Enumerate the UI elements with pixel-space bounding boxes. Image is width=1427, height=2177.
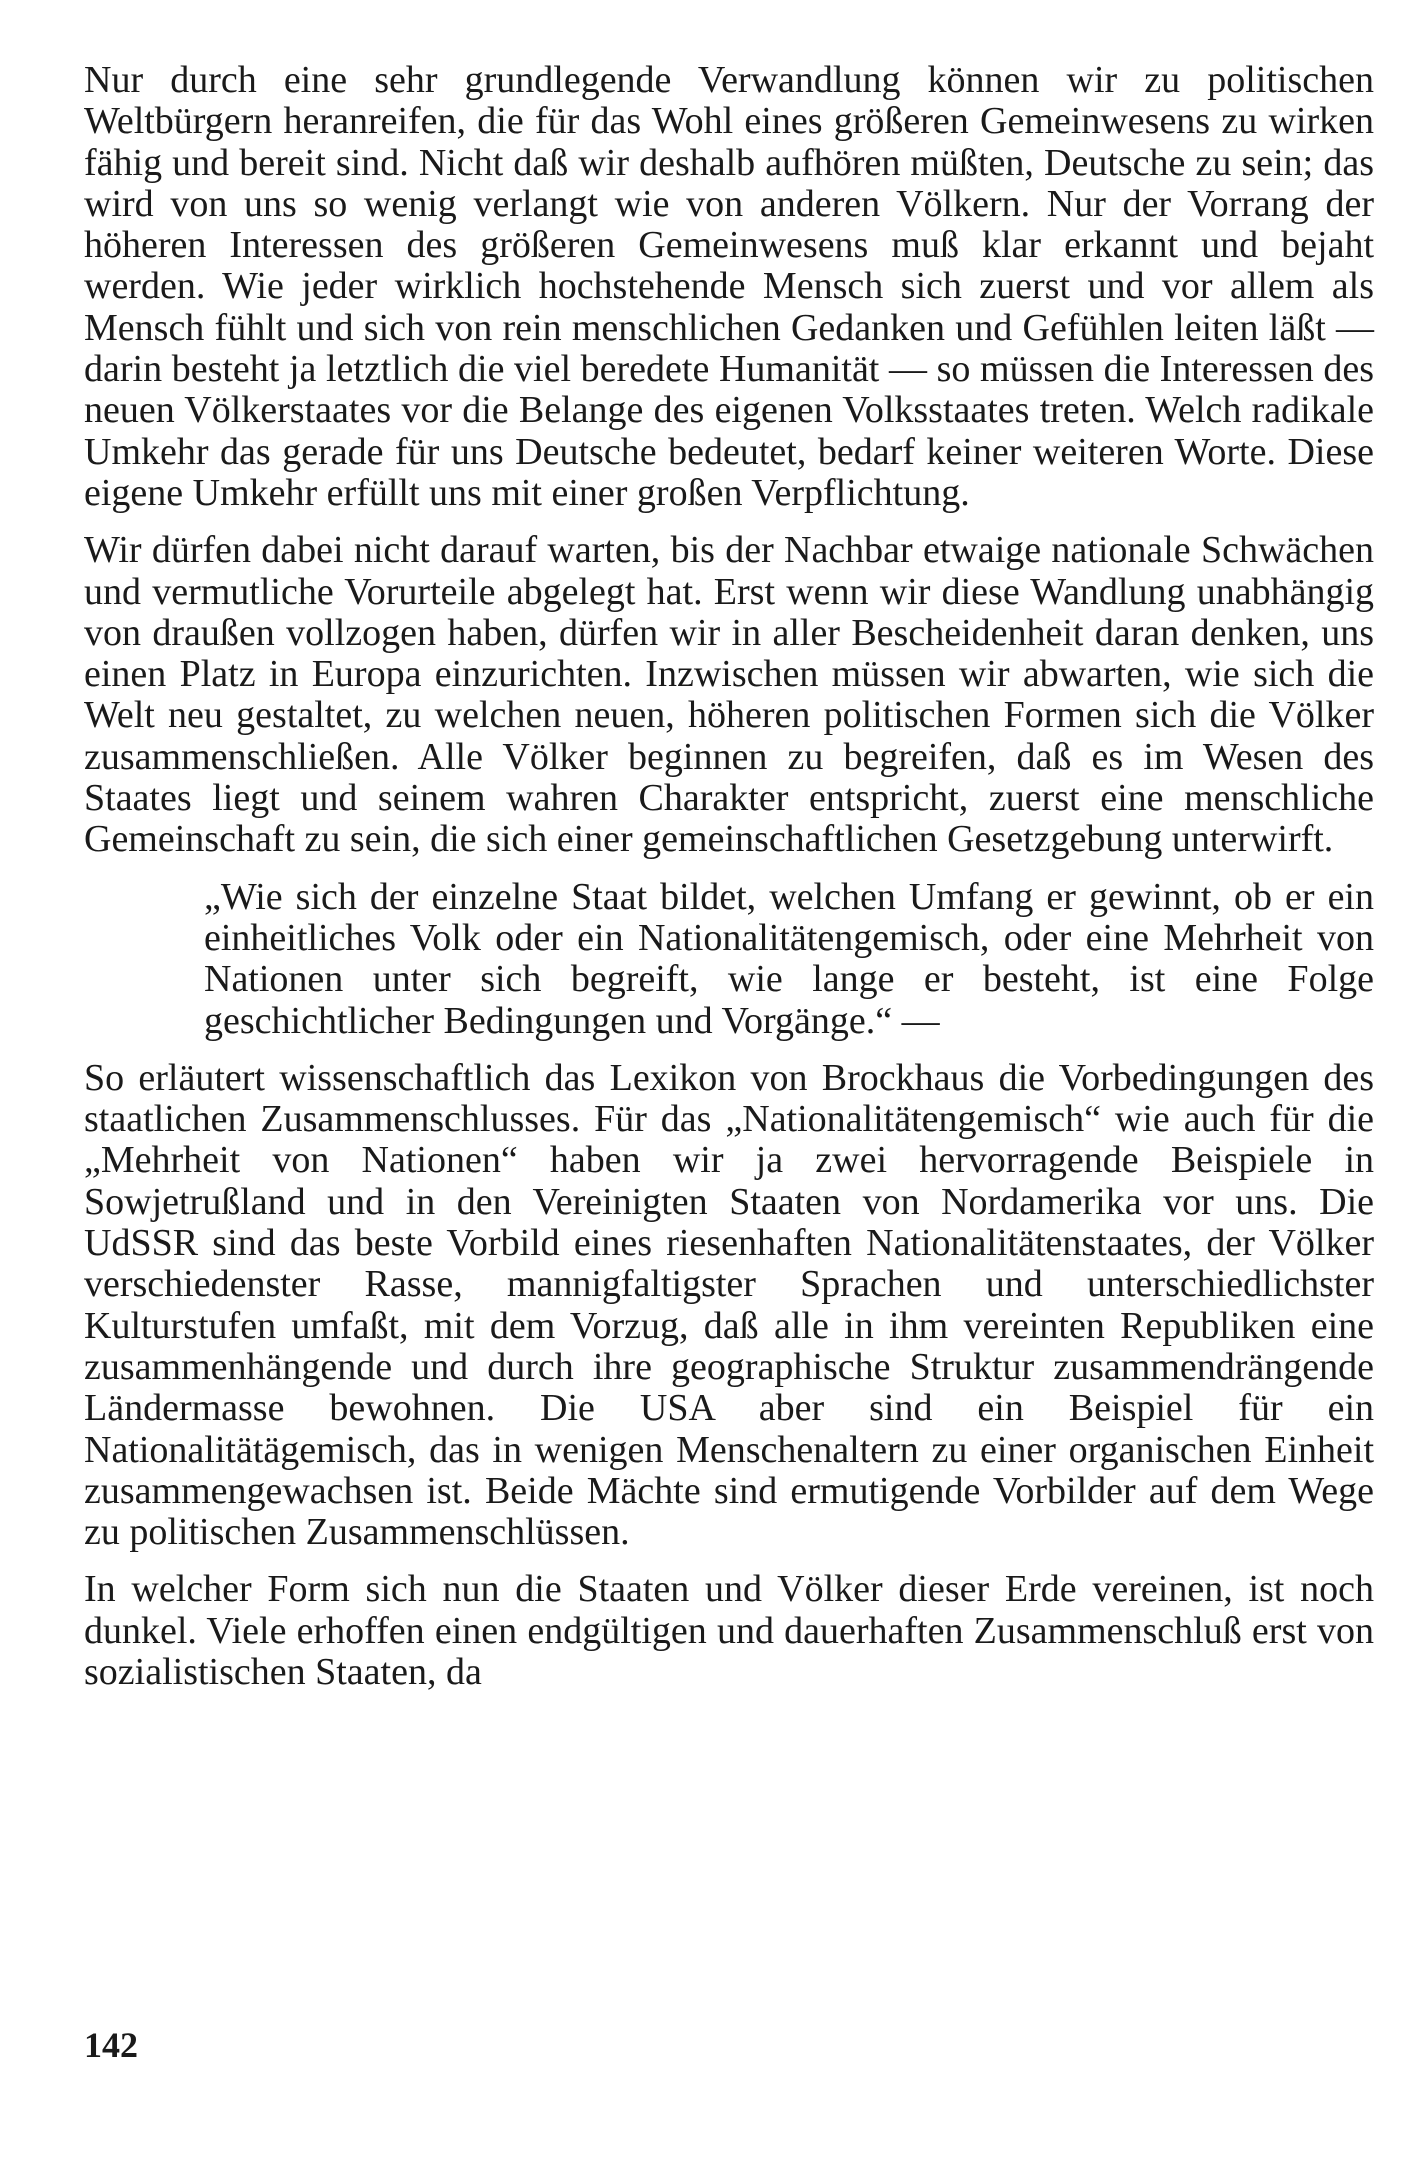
paragraph-1: Nur durch eine sehr grundlegende Verwandlung können wir zu politischen Weltbürgern heranreifen, die für das Wohl eines größeren Gemeinwesens zu wirken fähig und bereit sind. Nicht daß wir deshalb aufhören müßten, Deutsche zu sein; das wird von uns so wenig verlangt wie von anderen Völkern. Nur der Vorrang der höheren Interessen des größeren Gemeinwesens muß klar erkannt und bejaht werden. Wie jeder wirklich hochstehende Mensch sich zuerst und vor allem als Mensch fühlt und sich von rein menschlichen Gedanken und Gefühlen leiten läßt — darin besteht ja letztlich die viel beredete Humanität — so müssen die Interessen des neuen Völkerstaates vor die Belange des eigenen Volksstaates treten. Welch radikale Umkehr das gerade für uns Deutsche bedeutet, bedarf keiner weiteren Worte. Diese eigene Umkehr erfüllt uns mit einer großen Verpflichtung. xyxy=(84,59,1374,514)
paragraph-3: So erläutert wissenschaftlich das Lexikon von Brockhaus die Vorbedingungen des staatlichen Zusammenschlusses. Für das „Nationalitätengemisch“ wie auch für die „Mehrheit von Nationen“ haben wir ja zwei hervorragende Beispiele in Sowjetrußland und in den Vereinigten Staaten von Nordamerika vor uns. Die UdSSR sind das beste Vorbild eines riesenhaften Nationalitätenstaates, der Völker verschiedenster Rasse, mannigfaltigster Sprachen und unterschiedlichster Kulturstufen umfaßt, mit dem Vorzug, daß alle in ihm vereinten Republiken eine zusammenhängende und durch ihre geographische Struktur zusammendrängende Ländermasse bewohnen. Die USA aber sind ein Beispiel für ein Nationalitätägemisch, das in wenigen Menschenaltern zu einer organischen Einheit zusammengewachsen ist. Beide Mächte sind ermutigende Vorbilder auf dem Wege zu politischen Zusammenschlüssen. xyxy=(84,1056,1374,1554)
page-number: 142 xyxy=(84,2025,138,2065)
block-quote: „Wie sich der einzelne Staat bildet, welchen Umfang er gewinnt, ob er ein einheitliches Volk oder ein Nationalitätengemisch, oder eine Mehrheit von Nationen unter sich begreift, wie lange er besteht, ist eine Folge geschichtlicher Bedingungen und Vorgänge.“ — xyxy=(204,875,1374,1042)
paragraph-2: Wir dürfen dabei nicht darauf warten, bis der Nachbar etwaige nationale Schwächen und vermutliche Vorurteile abgelegt hat. Erst wenn wir diese Wandlung unabhängig von draußen vollzogen haben, dürfen wir in aller Bescheidenheit daran denken, uns einen Platz in Europa einzurichten. Inzwischen müssen wir abwarten, wie sich die Welt neu gestaltet, zu welchen neuen, höheren politischen Formen sich die Völker zusammenschließen. Alle Völker beginnen zu begreifen, daß es im Wesen des Staates liegt und seinem wahren Charakter entspricht, zuerst eine menschliche Gemeinschaft zu sein, die sich einer gemeinschaftlichen Gesetzgebung unterwirft. xyxy=(84,529,1374,861)
paragraph-4: In welcher Form sich nun die Staaten und Völker dieser Erde vereinen, ist noch dunkel. Viele erhoffen einen endgültigen und dauerhaften Zusammenschluß erst von sozialistischen Staaten, da xyxy=(84,1568,1374,1693)
body-text xyxy=(84,60,1374,1693)
